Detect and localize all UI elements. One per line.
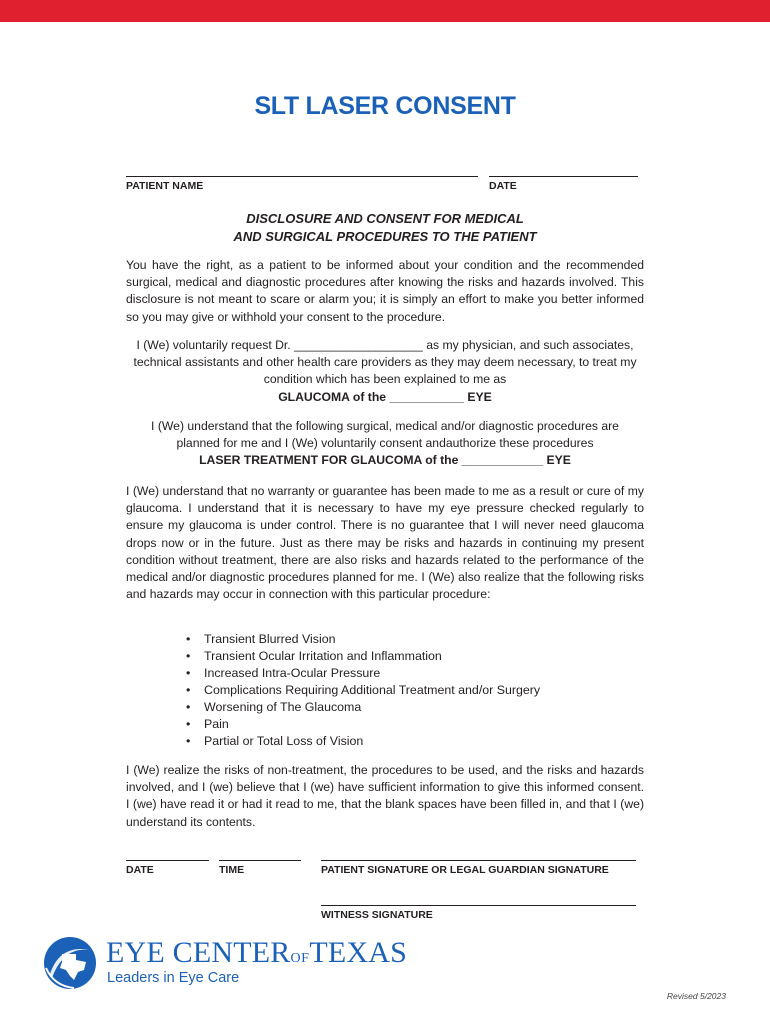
witness-signature-label: WITNESS SIGNATURE (321, 909, 433, 921)
sign-date-field[interactable] (126, 860, 209, 861)
diagnosis-line: GLAUCOMA of the ___________ EYE (278, 389, 492, 404)
eye-center-logo (40, 934, 408, 994)
disclosure-heading-line1: DISCLOSURE AND CONSENT FOR MEDICAL (246, 211, 524, 226)
risks-list (186, 631, 540, 750)
logo-name-part2: OF (290, 951, 310, 966)
witness-signature-field[interactable] (321, 905, 636, 906)
intro-paragraph: You have the right, as a patient to be informed about your condition and the recommended surgical, medical and diagnostic procedures after knowing the risks and hazards involved. This disclosure is not meant to scare or alarm you; it is simply an effort to make you better informed so you may give or withhold your consent to the procedure. (126, 258, 644, 324)
acknowledgement-paragraph: I (We) realize the risks of non-treatment, the procedures to be used, and the risks and hazards involved, and I (we) believe that I (we) have sufficient information to give this informed consent. I (we) have read it or had it read to me, that the blank spaces have been filled in, and that I (we) understand its contents. (126, 763, 644, 829)
list-item: • Transient Ocular Irritation and Inflammation (186, 648, 540, 665)
list-item: • Increased Intra-Ocular Pressure (186, 665, 540, 682)
list-item: • Pain (186, 716, 540, 733)
logo-name-part3: TEXAS (309, 936, 408, 969)
sign-time-label: TIME (219, 864, 245, 876)
revision-date: Revised 5/2023 (666, 991, 726, 1001)
patient-signature-field[interactable] (321, 860, 636, 861)
logo-wordmark (106, 936, 407, 970)
date-field[interactable] (489, 176, 638, 177)
logo-tagline: Leaders in Eye Care (107, 970, 240, 986)
request-paragraph (131, 337, 639, 406)
list-item: • Complications Requiring Additional Treatment and/or Surgery (186, 682, 540, 699)
texas-eye-emblem-icon (40, 934, 100, 992)
top-red-bar (0, 0, 770, 22)
list-item: • Worsening of The Glaucoma (186, 699, 540, 716)
patient-signature-label: PATIENT SIGNATURE OR LEGAL GUARDIAN SIGNATURE (321, 864, 609, 876)
sign-date-label: DATE (126, 864, 154, 876)
list-item: • Partial or Total Loss of Vision (186, 733, 540, 750)
request-text: I (We) voluntarily request Dr. ___________________ as my physician, and such associates, technical assistants and other health care providers as they may deem necessary, to treat my condition which has been explained to me as (133, 338, 637, 387)
procedure-name-line: LASER TREATMENT FOR GLAUCOMA of the ____________ EYE (199, 453, 571, 468)
procedure-paragraph (131, 418, 639, 470)
list-item: • Transient Blurred Vision (186, 631, 540, 648)
patient-name-field[interactable] (126, 176, 478, 177)
logo-name-part1: EYE CENTER (106, 936, 291, 969)
disclosure-heading-line2: AND SURGICAL PROCEDURES TO THE PATIENT (233, 229, 537, 244)
patient-name-label: PATIENT NAME (126, 180, 204, 192)
sign-time-field[interactable] (219, 860, 301, 861)
page-title: SLT LASER CONSENT (254, 92, 516, 120)
date-label: DATE (489, 180, 517, 192)
procedure-text: I (We) understand that the following surgical, medical and/or diagnostic procedures are planned for me and I (We) voluntarily consent andauthorize these procedures (151, 419, 619, 451)
warranty-paragraph: I (We) understand that no warranty or guarantee has been made to me as a result or cure of my glaucoma. I understand that it is necessary to have my eye pressure checked regularly to ensure my glaucoma is under control. There is no guarantee that I will never need glaucoma drops now or in the future. Just as there may be risks and hazards in continuing my present condition without treatment, there are also risks and hazards related to the performance of the medical and/or diagnostic procedures planned for me. I (We) also realize that the following risks and hazards may occur in connection with this particular procedure: (126, 484, 644, 602)
